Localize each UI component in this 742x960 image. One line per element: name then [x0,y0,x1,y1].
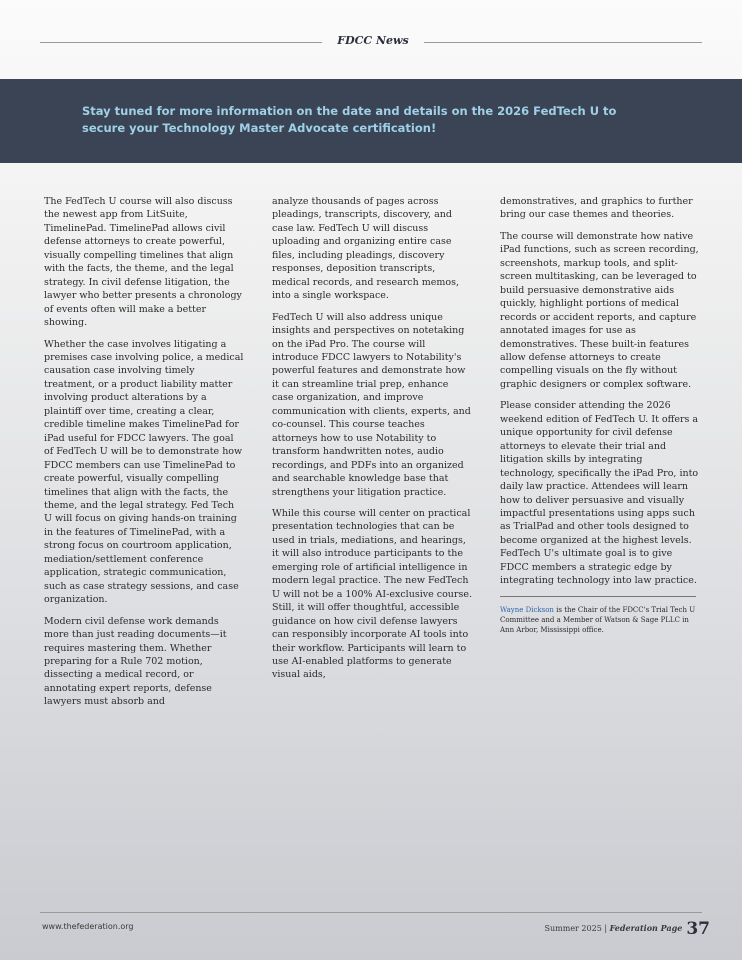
paragraph: demonstratives, and graphics to further bring our case themes and theories. [500,196,693,221]
website-link[interactable]: www.thefederation.org [42,922,134,931]
footer-issue [545,919,710,939]
author-bio-text: is the Chair of the FDCC's Trial Tech U Committee and a Member of Watson & Sage PLLC in Ann Arbor, Mississippi office. [500,605,696,634]
issue-date: Summer 2025 | [544,924,610,933]
magazine-name: Federation Page [609,923,683,933]
header-rule-left [40,42,322,43]
paragraph: While this course will center on practical presentation technologies that can be used in trials, mediations, and hearings, it will also introduce participants to the emerging role of artificial intelligence in modern legal practice. The new FedTech U will not be a 100% AI-exclusive course. Still, it will offer thoughtful, accessible guidance on how civil defense lawyers can responsibly incorporate AI tools into their workflow. Participants will learn to use AI-enabled platforms to generate visual aids, [272,507,472,681]
author-name-link[interactable]: Wayne Dickson [500,605,554,614]
header-rule-right [424,42,702,43]
paragraph: The course will demonstrate how native iPad functions, such as screen recording, screenshots, markup tools, and split-screen multitasking, can be leveraged to build persuasive demonstrative aids quickly, highlight portions of medical records or accident reports, and capture annotated images for use as demonstratives. These built-in features allow defense attorneys to create compelling visuals on the fly without graphic designers or complex software. [500,230,699,390]
page-number: 37 [686,919,710,939]
paragraph: Whether the case involves litigating a premises case involving police, a medical causation case involving timely treatment, or a product liability matter involving product alterations by a plaintiff over time, creating a clear, credible timeline makes TimelinePad for iPad useful for FDCC lawyers. The goal of FedTech U will be to demonstrate how FDCC members can use TimelinePad to create powerful, visually compelling timelines that align with the facts, the theme, and the legal strategy. Fed Tech U will focus on giving hands-on training in the features of TimelinePad, with a strong focus on courtroom application, mediation/settlement conference application, strategic communication, such as case strategy sessions, and case organization. [44,338,244,606]
article-column-2 [272,195,472,690]
article-column-3 [500,195,700,635]
paragraph: Please consider attending the 2026 weekend edition of FedTech U. It offers a unique opportunity for civil defense attorneys to elevate their trial and litigation skills by integrating technology, specifically the iPad Pro, into daily law practice. Attendees will learn how to deliver persuasive and visually impactful presentations using apps such as TrialPad and other tools designed to become organized at the highest levels. FedTech U's ultimate goal is to give FDCC members a strategic edge by integrating technology into law practice. [500,400,699,587]
paragraph: Modern civil defense work demands more than just reading documents—it requires mastering them. Whether preparing for a Rule 702 motion, dissecting a medical record, or annotating expert reports, defense lawyers must absorb and [44,615,227,708]
paragraph: analyze thousands of pages across pleadings, transcripts, discovery, and case law. FedTech U will discuss uploading and organizing entire case files, including pleadings, discovery responses, deposition transcripts, medical records, and research memos, into a single workspace. [272,196,459,302]
announcement-banner [0,79,742,163]
footer-rule [40,912,702,913]
bio-divider [500,596,696,597]
section-header: FDCC News [337,34,409,47]
banner-text: Stay tuned for more information on the date and details on the 2026 FedTech U to secure your Technology Master Advocate certification! [82,104,617,135]
paragraph: FedTech U will also address unique insights and perspectives on notetaking on the iPad Pro. The course will introduce FDCC lawyers to Notability's powerful features and demonstrate how it can streamline trial prep, enhance case organization, and improve communication with clients, experts, and co-counsel. This course teaches attorneys how to use Notability to transform handwritten notes, audio recordings, and PDFs into an organized and searchable knowledge base that strengthens your litigation practice. [272,311,471,498]
article-column-1 [44,195,244,717]
paragraph: The FedTech U course will also discuss the newest app from LitSuite, TimelinePad. TimelinePad allows civil defense attorneys to create powerful, visually compelling timelines that align with the facts, the theme, and the legal strategy. In civil defense litigation, the lawyer who better presents a chronology of events often will make a better showing. [44,196,242,329]
author-bio [500,605,700,635]
